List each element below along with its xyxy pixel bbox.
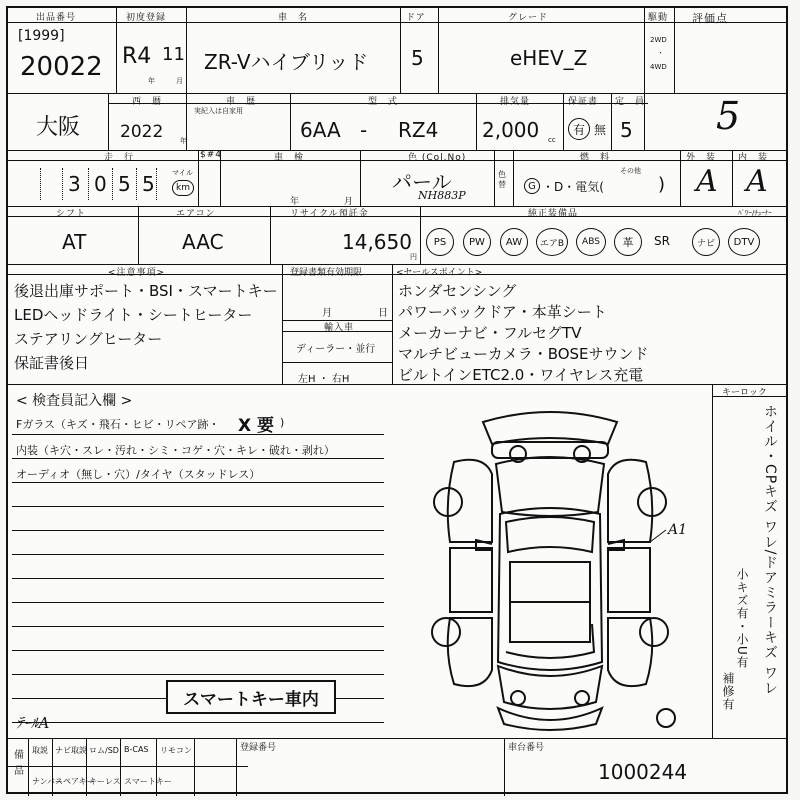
sales-line: メーカーナビ・フルセグTV: [398, 324, 582, 342]
mileage-digit: 5: [118, 172, 131, 196]
meter-label: $#4: [200, 150, 222, 160]
insp-month-unit: 月: [344, 197, 354, 207]
glass-note: Fガラス（キズ・飛石・ヒビ・リペア跡・: [16, 418, 220, 431]
rule: [8, 766, 248, 767]
handle-option: 左H ・ 右H: [298, 374, 350, 385]
rule: [732, 150, 733, 206]
rule: [8, 216, 786, 217]
km-unit: km: [172, 180, 194, 196]
reg-month: 月: [322, 308, 332, 319]
year-unit-2: 年: [180, 137, 187, 145]
rule: [12, 602, 384, 603]
reg-month: 11: [162, 44, 185, 65]
equip-aw: AW: [500, 228, 528, 256]
fuel-g: G: [524, 178, 540, 194]
rule: [88, 168, 89, 200]
warranty-no: 無: [594, 123, 607, 137]
rule: [194, 738, 195, 796]
rule: [12, 530, 384, 531]
footer-item: ナビ取説: [55, 746, 87, 755]
rule: [611, 93, 612, 150]
equip-abs: ABS: [576, 228, 606, 256]
footer-item: キーレス: [89, 777, 121, 786]
fuel-label: 燃 料: [580, 153, 611, 163]
rule: [420, 206, 421, 264]
mileage-label: 走 行: [104, 153, 135, 163]
rule: [12, 650, 384, 651]
type-label: 型 式: [368, 97, 399, 107]
rule: [12, 578, 384, 579]
rule: [680, 150, 681, 206]
rule: [563, 93, 564, 150]
rule: [8, 93, 643, 94]
type-code: RZ4: [398, 118, 439, 142]
chassis-label: 車台番号: [508, 743, 545, 753]
keylock-label: キーロック: [722, 388, 767, 398]
rule: [504, 738, 505, 796]
equip-airbag: エアB: [536, 228, 568, 256]
capacity: 5: [620, 118, 633, 142]
fuel-options: ・D・電気(: [542, 180, 604, 194]
rule: [494, 150, 495, 206]
rule: [674, 8, 675, 93]
rule: [290, 93, 291, 150]
chassis-no: 1000244: [598, 760, 688, 784]
doors-label: ドア: [406, 13, 426, 23]
mileage-digit: 0: [94, 172, 107, 196]
drive-dot: ・: [657, 49, 664, 57]
rule: [360, 150, 361, 206]
rule: [62, 168, 63, 200]
rule: [52, 738, 53, 796]
exterior-label: 外 装: [686, 153, 717, 163]
dealer-option: ディーラー・並行: [296, 344, 376, 355]
reg-day: 日: [378, 308, 388, 319]
rule: [12, 674, 384, 675]
warranty-yes: 有: [568, 118, 590, 140]
rule: [513, 150, 514, 206]
rule: [12, 554, 384, 555]
recycle-label: リサイクル預託金: [290, 209, 369, 219]
damage-mark: A1: [668, 522, 688, 538]
note-line: 保証書後日: [14, 354, 90, 372]
first-reg-label: 初度登録: [126, 13, 167, 23]
glass-close: ): [280, 416, 285, 429]
rule: [138, 206, 139, 264]
equip-sr: SR: [654, 234, 670, 248]
rule: [116, 8, 117, 93]
equip-ps: PS: [426, 228, 454, 256]
rule: [12, 722, 384, 723]
rule: [12, 506, 384, 507]
footer-equip-label: 備 品: [14, 750, 24, 777]
capacity-label: 定 員: [615, 97, 646, 107]
rule: [643, 93, 786, 94]
shift: AT: [62, 230, 87, 254]
import-label: 輸入車: [324, 323, 355, 333]
footer-item: ロム/SD: [89, 746, 119, 755]
rule: [392, 264, 393, 384]
side-note-main: ホイル・CPキズ ワレ/ドアミラーキズ ワレ: [762, 404, 778, 696]
glass-mark: X 要: [238, 416, 275, 436]
sales-line: ホンダセンシング: [398, 282, 517, 300]
rule: [712, 384, 713, 738]
insp-year-unit: 年: [290, 197, 300, 207]
equip-leather: 革: [614, 228, 642, 256]
rule: [270, 206, 271, 264]
color-change: 色替: [498, 170, 506, 189]
inspection-title: < 検査員記入欄 >: [16, 393, 133, 409]
western-year: 2022: [120, 122, 164, 142]
rule: [12, 626, 384, 627]
doors: 5: [411, 46, 424, 70]
rule: [438, 8, 439, 93]
rule: [282, 264, 283, 384]
handwritten-note: ﾃｰﾙA: [16, 714, 50, 732]
rule: [12, 434, 384, 435]
side-note-sub2: 補修有: [721, 672, 735, 711]
warranty-label: 保証書: [568, 97, 599, 107]
sales-line: ビルトインETC2.0・ワイヤレス充電: [398, 366, 644, 384]
ac-label: エアコン: [176, 209, 216, 219]
lot-label: 出品番号: [36, 13, 77, 23]
equip-label: 純正装備品: [528, 209, 579, 219]
rule: [282, 362, 392, 363]
era-year: R4: [122, 44, 152, 69]
note-line: LEDヘッドライト・シートヒーター: [14, 306, 253, 324]
model-name: ZR-Vハイブリッド: [204, 50, 369, 74]
wheel-rear-left: [432, 618, 460, 646]
sales-label: <セールスポイント>: [396, 268, 483, 278]
inspection-label: 車 検: [274, 153, 305, 163]
drive-4wd: 4WD: [650, 63, 667, 71]
drive-label: 駆動: [648, 13, 669, 23]
rule: [12, 458, 384, 459]
rule: [236, 738, 237, 796]
fuel-close: ): [658, 174, 666, 195]
footer-item: スマートキー: [124, 777, 172, 786]
rule: [8, 206, 786, 207]
audio-note: オーディオ（無し・穴）/タイヤ（スタッドレス）: [16, 468, 261, 481]
rule: [40, 168, 41, 200]
year-unit: 年: [148, 77, 155, 85]
wheel-rear-right: [640, 618, 668, 646]
yen: 円: [410, 253, 417, 261]
recycle: 14,650: [342, 230, 412, 254]
western-label: 西 暦: [132, 97, 163, 107]
month-unit: 月: [176, 77, 183, 85]
mileage-digit: 5: [142, 172, 155, 196]
score-label: 評価点: [692, 12, 728, 25]
reg-label: 登録書類有効期限: [290, 268, 363, 278]
color-label: 色 (Col.No): [408, 153, 467, 163]
type-prefix: 6AA: [300, 118, 341, 142]
rule: [112, 168, 113, 200]
exterior: A: [696, 164, 718, 199]
rule: [136, 168, 137, 200]
auction-sheet: [6, 6, 788, 794]
disp-label: 排気量: [500, 97, 531, 107]
footer-item: ナンバー: [32, 777, 64, 786]
footer-item: B-CAS: [124, 745, 149, 754]
rule: [8, 738, 786, 739]
shift-label: シフト: [56, 209, 87, 219]
footer-item: リモコン: [160, 746, 192, 755]
notes-label: <注意事項>: [108, 268, 166, 278]
rule: [186, 8, 187, 150]
displacement: 2,000: [482, 118, 540, 142]
rule: [156, 738, 157, 796]
lot-number: 20022: [20, 52, 103, 82]
rule: [108, 93, 109, 150]
sales-line: マルチビューカメラ・BOSEサウンド: [398, 345, 649, 363]
score: 5: [716, 94, 741, 138]
tuner-label: ﾊﾟﾜｰ/ﾁｭｰﾅｰ: [738, 209, 772, 217]
sales-line: パワーバックドア・本革シート: [398, 303, 607, 321]
interior: A: [746, 164, 768, 199]
car-body: [498, 508, 602, 670]
color-code: NH883P: [418, 189, 466, 202]
rule: [120, 738, 121, 796]
reg-no-label: 登録番号: [240, 743, 277, 753]
equip-dtv: DTV: [728, 228, 760, 256]
equip-navi: ナビ: [692, 228, 720, 256]
model-label: 車 名: [278, 13, 309, 23]
car-roof: [483, 412, 617, 444]
footer-item: 取説: [32, 746, 48, 755]
rule: [198, 150, 199, 206]
body-label: 車 歴: [226, 97, 257, 107]
rule: [476, 93, 477, 150]
ac: AAC: [182, 230, 224, 254]
type-dash: -: [360, 118, 368, 142]
mileage-digit: 3: [68, 172, 81, 196]
grade: eHEV_Z: [510, 46, 588, 70]
car-diagram: [388, 402, 712, 736]
rule: [28, 738, 29, 796]
mile-unit: マイル: [172, 169, 193, 177]
interior-note: 内装（キ穴・スレ・汚れ・シミ・コゲ・穴・キレ・破れ・剥れ）: [16, 444, 335, 457]
rule: [8, 22, 786, 23]
side-note-sub1: 小キズ有・小U有: [735, 568, 749, 669]
interior-label: 内 装: [738, 153, 769, 163]
equip-pw: PW: [463, 228, 491, 256]
disp-unit: cc: [548, 136, 556, 144]
fuel-other-label: その他: [620, 167, 641, 175]
drive-2wd: 2WD: [650, 36, 667, 44]
color: パール: [392, 170, 452, 194]
rule: [156, 168, 157, 200]
rule: [12, 482, 384, 483]
grade-label: グレード: [508, 13, 549, 23]
smart-key-stamp: スマートキー車内: [166, 680, 336, 714]
body-sub: 実紀入は自家用: [194, 107, 243, 115]
footer-item: スペアキー: [55, 777, 95, 786]
region: 大阪: [36, 115, 81, 140]
note-line: 後退出庫サポート・BSI・スマートキー: [14, 282, 278, 300]
lot-sub: [1999]: [18, 28, 65, 44]
rule: [8, 384, 786, 385]
rule: [400, 8, 401, 93]
rule: [644, 8, 645, 150]
note-line: ステアリングヒーター: [14, 330, 163, 348]
